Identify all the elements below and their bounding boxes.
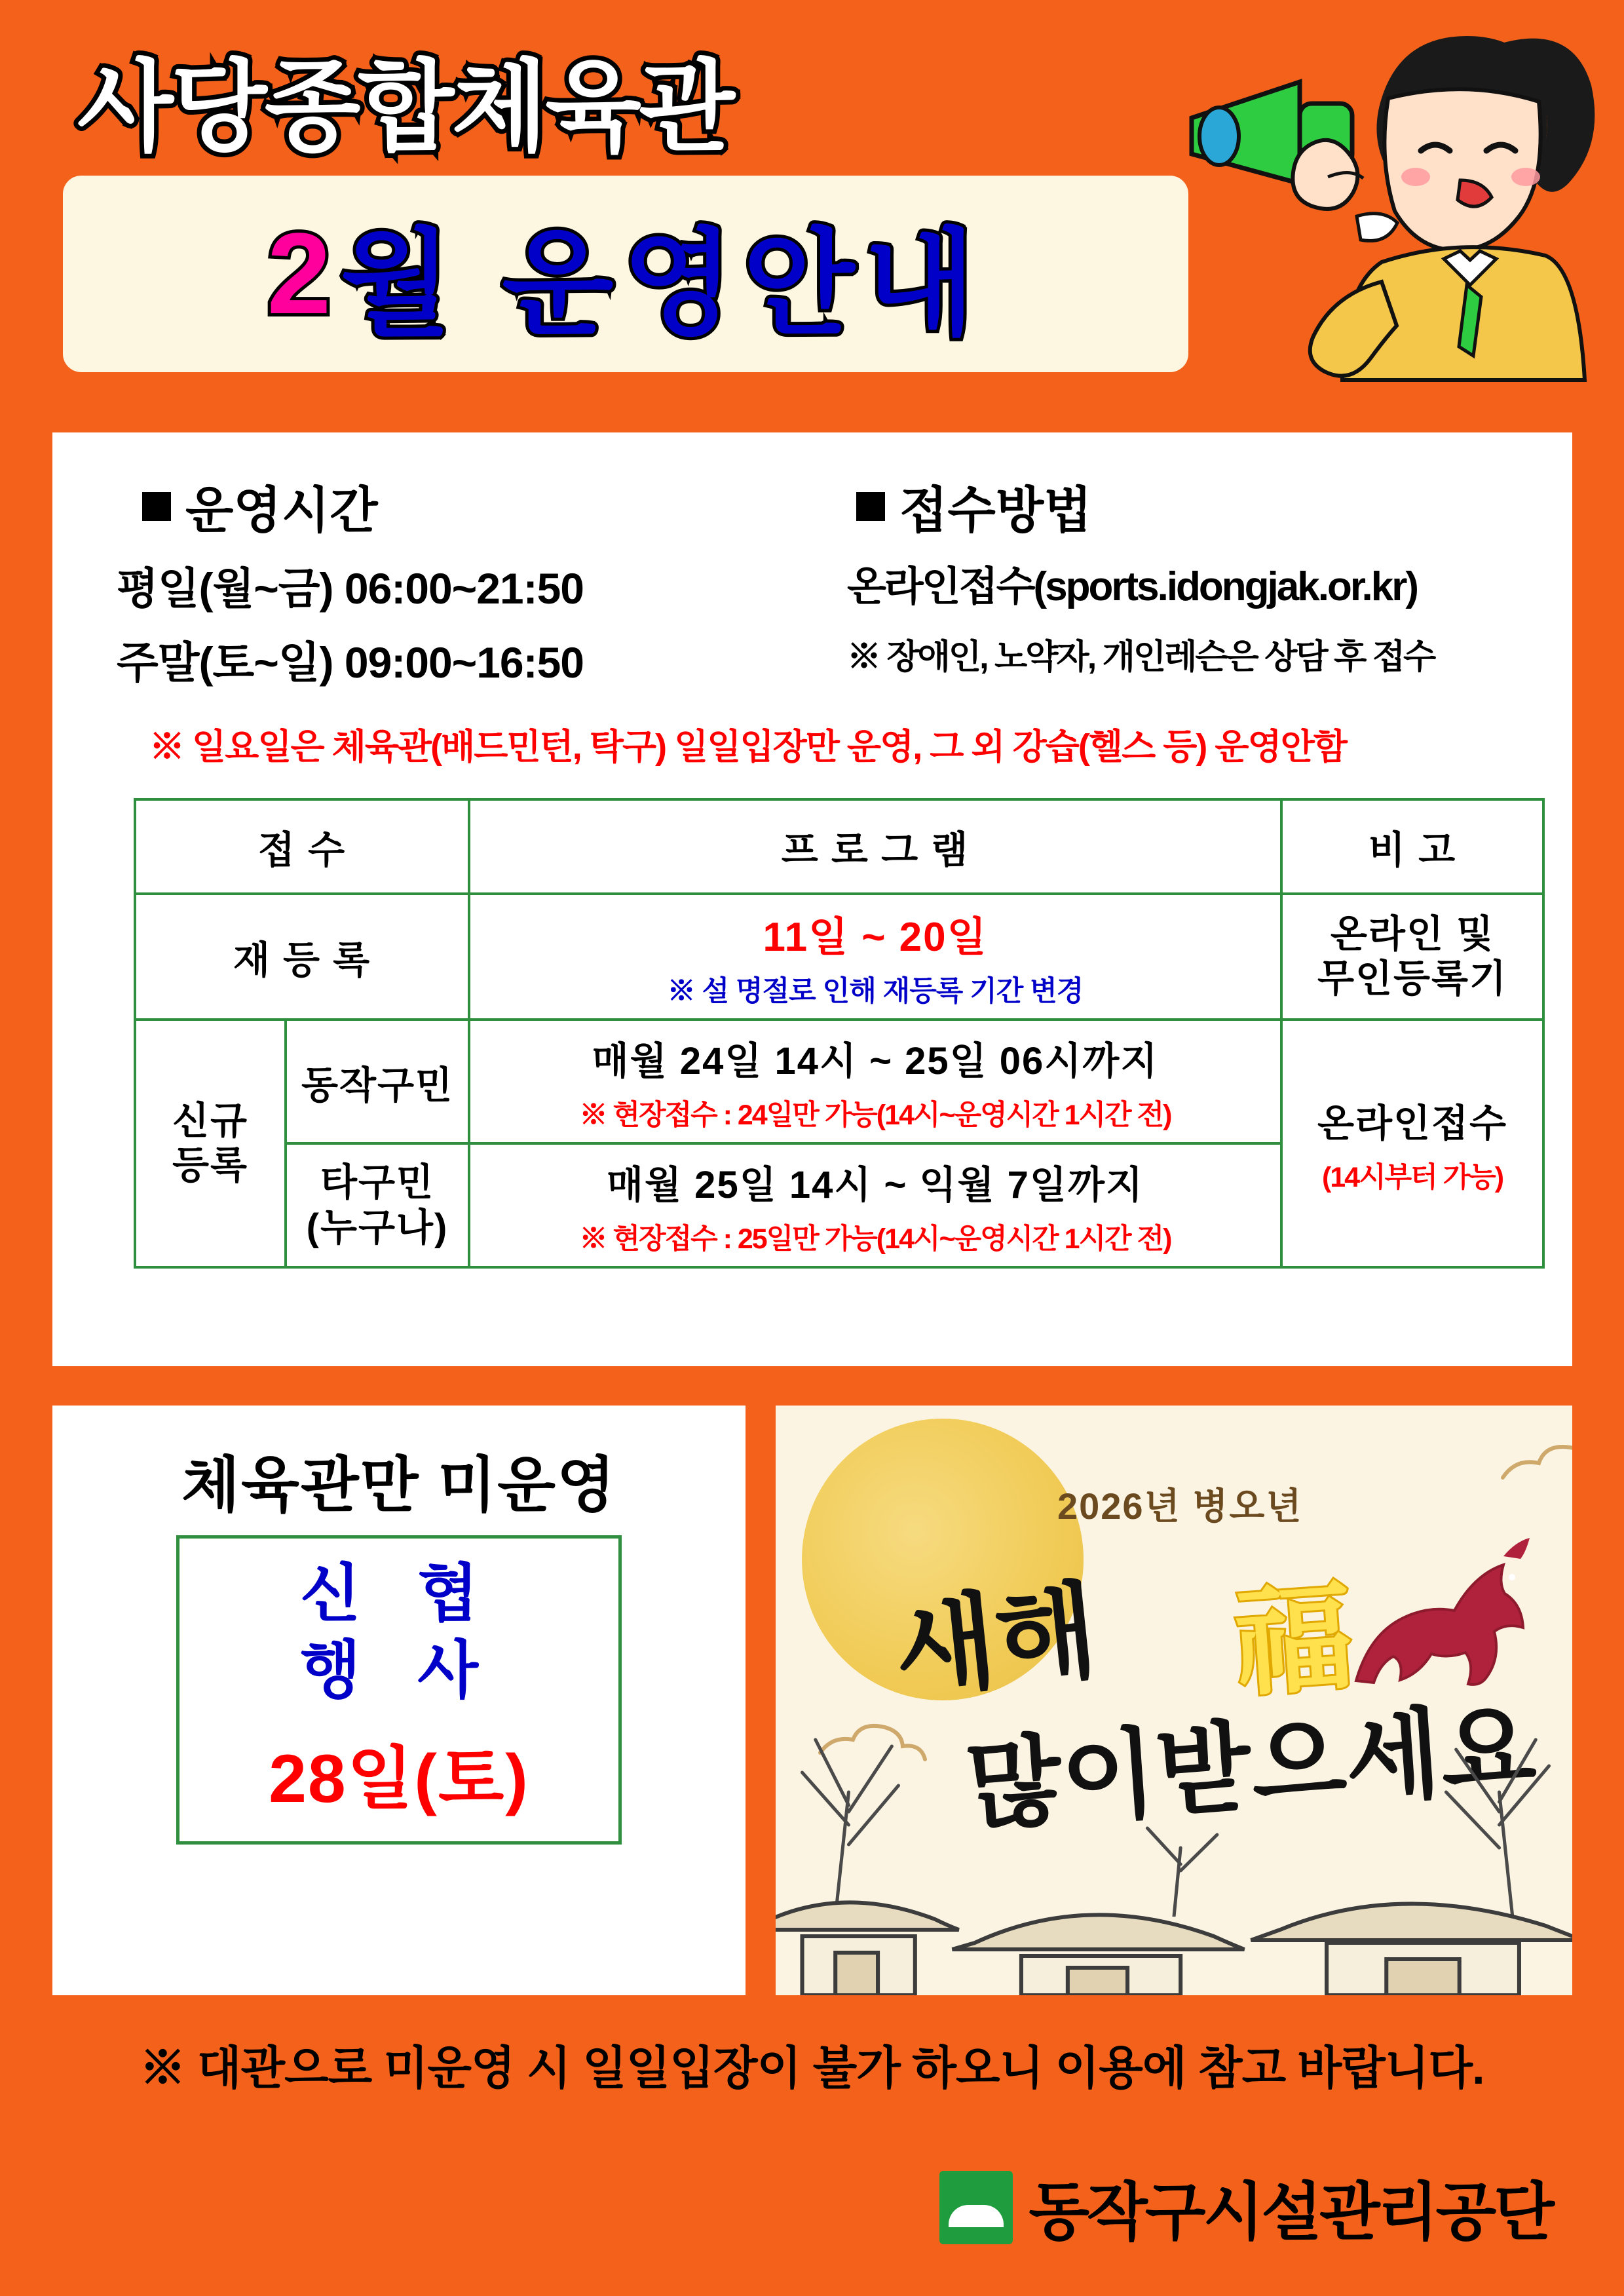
month-title-band [63,176,1188,372]
rereg-remark-line1: 온라인 및 [1330,912,1495,955]
apply-note: ※ 장애인, 노약자, 개인레슨은 상담 후 접수 [847,638,1435,676]
bottom-section [52,1406,1572,1995]
cell-new-remark [1281,1020,1543,1267]
cell-rereg-label: 재 등 록 [135,894,469,1020]
month-title-text [63,176,1188,372]
closure-event-box [176,1535,622,1845]
registration-table [134,798,1545,1269]
hanok-roof-illustration [776,1845,1572,1995]
poster-header [0,0,1624,419]
hours-column [86,459,810,690]
hours-weekday: 평일(월~금) 06:00~21:50 [117,564,584,613]
month-number: 2 [267,210,341,338]
organization-name: 동작구시설관리공단 [1029,2177,1552,2248]
table-header-program: 프 로 그 램 [469,799,1281,894]
cell-new-resident-program [469,1020,1281,1143]
megaphone-character-illustration [1185,20,1604,400]
cell-new-group-label [135,1020,286,1267]
hours-section-title-text: 운영시간 [185,483,378,539]
new-remark-note: (14시부터 가능) [1321,1161,1503,1193]
new-remark-text: 온라인접수 [1317,1101,1508,1145]
table-header-remark: 비 고 [1281,799,1543,894]
closure-event-line1: 신 협 [299,1559,499,1629]
newyear-bok-character: 福 [1230,1567,1358,1713]
new-other-line2: (누구나) [306,1206,449,1249]
new-resident-period: 매월 24일 14시 ~ 25일 06시까지 [592,1040,1159,1082]
newyear-line2: 많이받으세요 [962,1689,1539,1845]
facility-title: 사당종합체육관 [77,52,732,163]
hours-weekend: 주말(토~일) 09:00~16:50 [117,638,584,687]
newyear-line1: 새해 [888,1568,1103,1712]
bullet-square-icon [142,492,171,521]
horse-illustration [1336,1517,1553,1713]
table-header-row [135,799,1543,894]
new-other-period: 매월 25일 14시 ~ 익월 7일까지 [607,1164,1144,1206]
apply-online-url: 온라인접수(sports.idongjak.or.kr) [847,564,1418,609]
new-other-line1: 타구민 [320,1161,435,1204]
cell-new-other-label [286,1143,469,1267]
cell-rereg-program [469,894,1281,1020]
closure-event-date: 28일(토) [269,1741,529,1818]
apply-section-title-text: 접수방법 [899,483,1092,539]
rereg-program-note: ※ 설 명절로 인해 재등록 기간 변경 [667,976,1084,1007]
table-row [135,894,1543,1020]
cell-new-other-program [469,1143,1281,1267]
new-other-program-note: ※ 현장접수 : 25일만 가능(14시~운영시간 1시간 전) [579,1223,1171,1255]
organization-logo [939,2162,1552,2252]
rereg-period: 11일 ~ 20일 [763,915,988,960]
info-panel [52,432,1572,1366]
cloud-icon [1496,1432,1572,1491]
logo-mark-icon [939,2171,1013,2244]
closure-event-line2: 행 사 [299,1636,499,1706]
new-resident-program-note: ※ 현장접수 : 24일만 가능(14시~운영시간 1시간 전) [579,1100,1171,1131]
hours-section-title [142,470,810,542]
cell-new-resident-label: 동작구민 [286,1020,469,1143]
closure-heading: 체육관만 미운영 [181,1452,616,1519]
info-panel-columns [86,459,1538,690]
newyear-year-label: 2026년 병오년 [1057,1485,1303,1527]
closure-box [52,1406,746,1995]
apply-column [810,459,1538,690]
table-header-apply: 접 수 [135,799,469,894]
sunday-notice: ※ 일요일은 체육관(배드민턴, 탁구) 일일입장만 운영, 그 외 강습(헬스 등) 운영안함 [149,727,1347,767]
new-group-line2: 등록 [172,1144,249,1187]
newyear-greeting-image [776,1406,1572,1995]
apply-section-title [856,470,1538,542]
month-title-rest: 월 운영안내 [340,220,985,349]
cell-rereg-remark [1281,894,1543,1020]
table-row [135,1020,1543,1143]
new-group-line1: 신규 [172,1099,249,1142]
footer-notice: ※ 대관으로 미운영 시 일일입장이 불가 하오니 이용에 참고 바랍니다. [140,2042,1484,2094]
bullet-square-icon [856,492,885,521]
rereg-remark-line2: 무인등록기 [1317,957,1508,1000]
